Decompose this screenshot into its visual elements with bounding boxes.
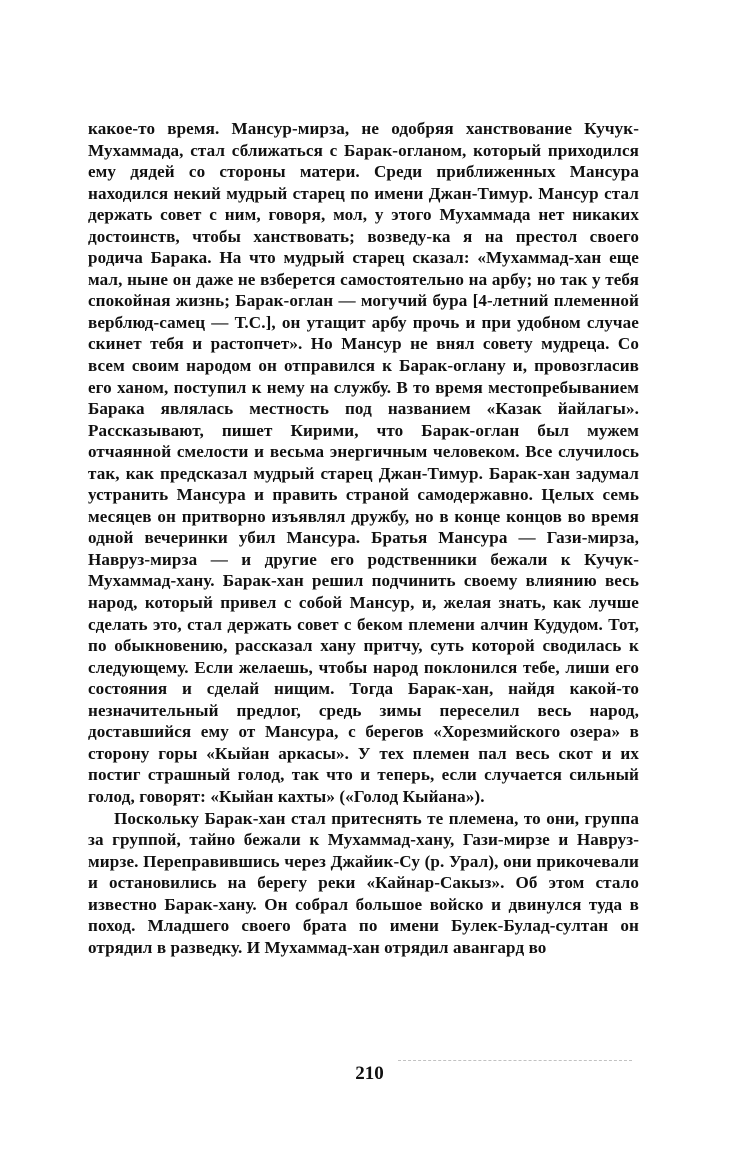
footer-rule [398,1060,632,1061]
page-number: 210 [355,1063,384,1084]
page-body [88,118,639,958]
paragraph-2: Поскольку Барак-хан стал притеснять те племена, то они, группа за группой, тайно бежали к Мухаммад-хану, Гази-мирзе и Навруз-мирзе. Переправившись через Джайик-Су (р. Урал), они прикочевали и остановились на берегу реки «Кайнар-Сакыз». Об этом стало известно Барак-хану. Он собрал большое войско и двинулся туда в поход. Младшего своего брата по имени Булек-Булад-султан он отрядил в разведку. И Мухаммад-хан отрядил авангард во [88,808,639,957]
paragraph-1: какое-то время. Мансур-мирза, не одобряя ханствование Кучук-Мухаммада, стал сближаться с Барак-огланом, который приходился ему дядей со стороны матери. Среди приближенных Мансура находился некий мудрый старец по имени Джан-Тимур. Мансур стал держать совет с ним, говоря, мол, у этого Мухаммада нет никаких достоинств, чтобы ханствовать; возведу-ка я на престол своего родича Барака. На что мудрый старец сказал: «Мухаммад-хан еще мал, ныне он даже не взберется самостоятельно на арбу; но так у тебя спокойная жизнь; Барак-оглан — могучий бура [4-летний племенной верблюд-самец — Т.С.], он утащит арбу прочь и при удобном случае скинет тебя и растопчет». Но Мансур не внял совету мудреца. Со всем своим народом он отправился к Барак-оглану и, провозгласив его ханом, поступил к нему на службу. В то время местопребыванием Барака являлась местность под названием «Казак йайлагы». Рассказывают, пишет Кирими, что Барак-оглан был мужем отчаянной смелости и весьма энергичным человеком. Все случилось так, как предсказал мудрый старец Джан-Тимур. Барак-хан задумал устранить Мансура и править страной самодержавно. Целых семь месяцев он притворно изъявлял дружбу, но в конце концов во время одной вечеринки убил Мансура. Братья Мансура — Гази-мирза, Навруз-мирза — и другие его родственники бежали к Кучук-Мухаммад-хану. Барак-хан решил подчинить своему влиянию весь народ, который привел с собой Мансур, и, желая знать, как лучше сделать это, стал держать совет с беком племени алчин Кудудом. Тот, по обыкновению, рассказал хану притчу, суть которой сводилась к следующему. Если желаешь, чтобы народ поклонился тебе, лиши его состояния и сделай нищим. Тогда Барак-хан, найдя какой-то незначительный предлог, средь зимы переселил весь народ, доставшийся ему от Мансура, с берегов «Хорезмийского озера» в сторону горы «Кыйан аркасы». У тех племен пал весь скот и их постиг страшный голод, так что и теперь, если случается сильный голод, говорят: «Кыйан кахты» («Голод Кыйана»). [88,119,639,806]
